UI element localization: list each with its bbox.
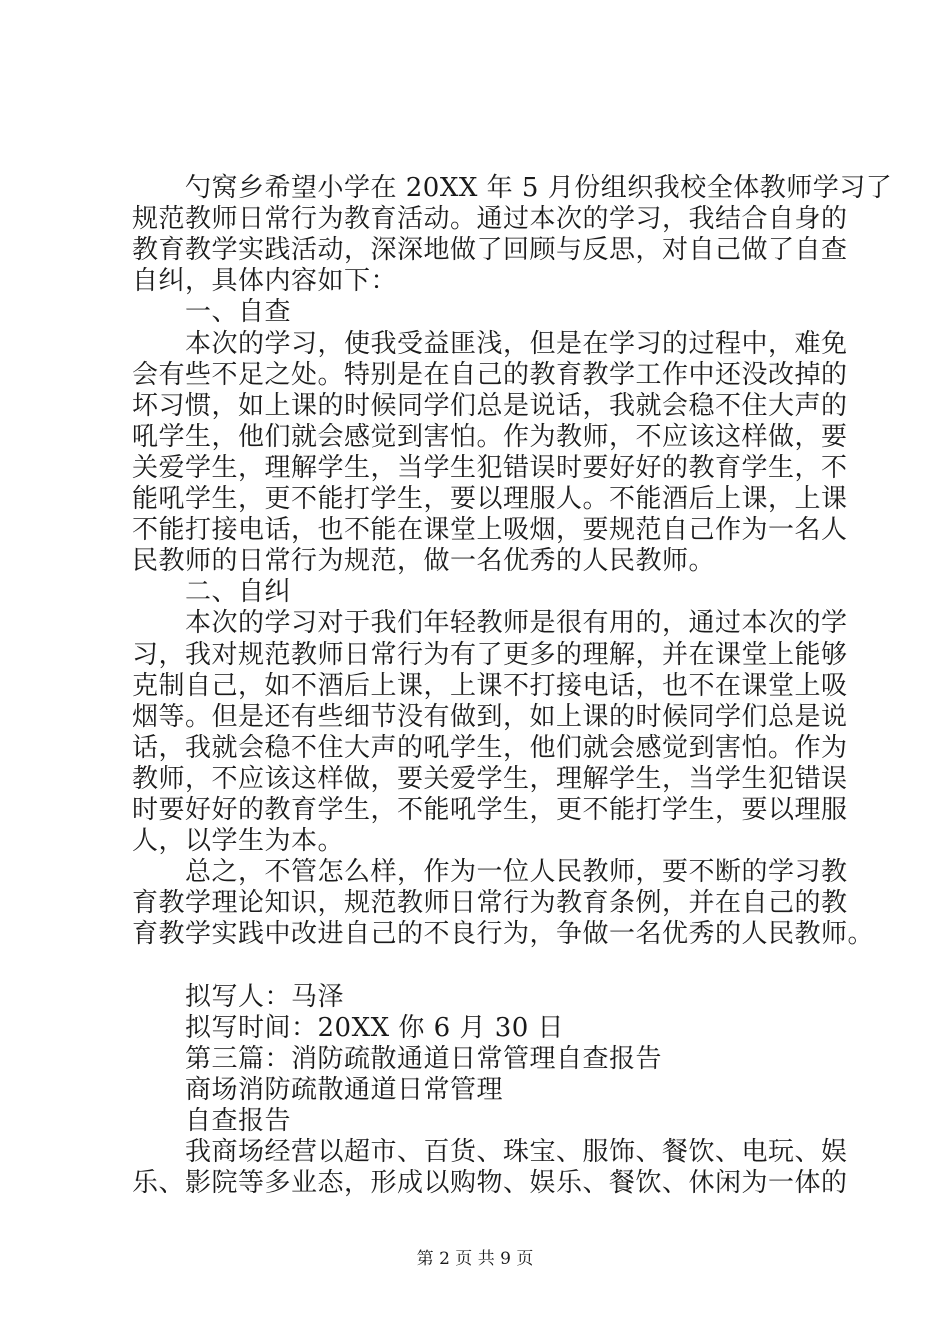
text-line: 人，以学生为本。 — [132, 826, 345, 857]
article-title: 第三篇：消防疏散通道日常管理自查报告 — [132, 1043, 663, 1074]
text-line: 本次的学习，使我受益匪浅，但是在学习的过程中，难免 — [132, 328, 848, 359]
text-line: 教育教学实践活动，深深地做了回顾与反思，对自己做了自查 — [132, 235, 848, 266]
text-line: 烟等。但是还有些细节没有做到，如上课的时候同学们总是说 — [132, 701, 848, 732]
text-line: 能吼学生，更不能打学生，要以理服人。不能酒后上课，上课 — [132, 484, 848, 514]
text-line: 会有些不足之处。特别是在自己的教育教学工作中还没改掉的 — [132, 359, 848, 390]
text-line: 规范教师日常行为教育活动。通过本次的学习，我结合自身的 — [132, 204, 848, 235]
text-line: 乐、影院等多业态，形成以购物、娱乐、餐饮、休闲为一体的 — [132, 1168, 848, 1199]
text-line: 克制自己，如不酒后上课，上课不打接电话，也不在课堂上吸 — [132, 670, 848, 701]
text-line: 本次的学习对于我们年轻教师是很有用的，通过本次的学 — [132, 608, 848, 639]
text-line: 勺窝乡希望小学在 20XX 年 5 月份组织我校全体教师学习了 — [132, 173, 893, 203]
text-line: 话，我就会稳不住大声的吼学生，他们就会感觉到害怕。作为 — [132, 732, 848, 763]
text-line: 不能打接电话，也不能在课堂上吸烟，要规范自己作为一名人 — [132, 515, 848, 546]
date-line: 拟写时间：20XX 你 6 月 30 日 — [132, 1012, 565, 1043]
text-line: 习，我对规范教师日常行为有了更多的理解，并在课堂上能够 — [132, 639, 848, 670]
text-line: 坏习惯，如上课的时候同学们总是说话，我就会稳不住大声的 — [132, 390, 848, 421]
text-line: 关爱学生，理解学生，当学生犯错误时要好好的教育学生，不 — [132, 452, 848, 483]
text-line: 自纠，具体内容如下： — [132, 266, 398, 297]
text-line: 民教师的日常行为规范，做一名优秀的人民教师。 — [132, 546, 716, 577]
text-line: 总之，不管怎么样，作为一位人民教师，要不断的学习教 — [132, 857, 848, 888]
text-line: 时要好好的教育学生，不能吼学生，更不能打学生，要以理服 — [132, 795, 848, 825]
report-title-line: 商场消防疏散通道日常管理 — [132, 1074, 504, 1105]
text-line: 吼学生，他们就会感觉到害怕。作为教师，不应该这样做，要 — [132, 421, 848, 452]
section-heading-self-correct: 二、自纠 — [132, 577, 292, 608]
text-line: 我商场经营以超市、百货、珠宝、服饰、餐饮、电玩、娱 — [132, 1137, 848, 1168]
report-title-line: 自查报告 — [132, 1106, 292, 1136]
text-line: 育教学理论知识，规范教师日常行为教育条例，并在自己的教 — [132, 888, 848, 919]
text-line: 育教学实践中改进自己的不良行为，争做一名优秀的人民教师。 — [132, 919, 875, 950]
section-heading-self-check: 一、自查 — [132, 297, 292, 328]
page-footer: 第 2 页 共 9 页 — [416, 1249, 534, 1269]
author-line: 拟写人：马泽 — [132, 981, 345, 1012]
text-line: 教师，不应该这样做，要关爱学生，理解学生，当学生犯错误 — [132, 763, 848, 794]
